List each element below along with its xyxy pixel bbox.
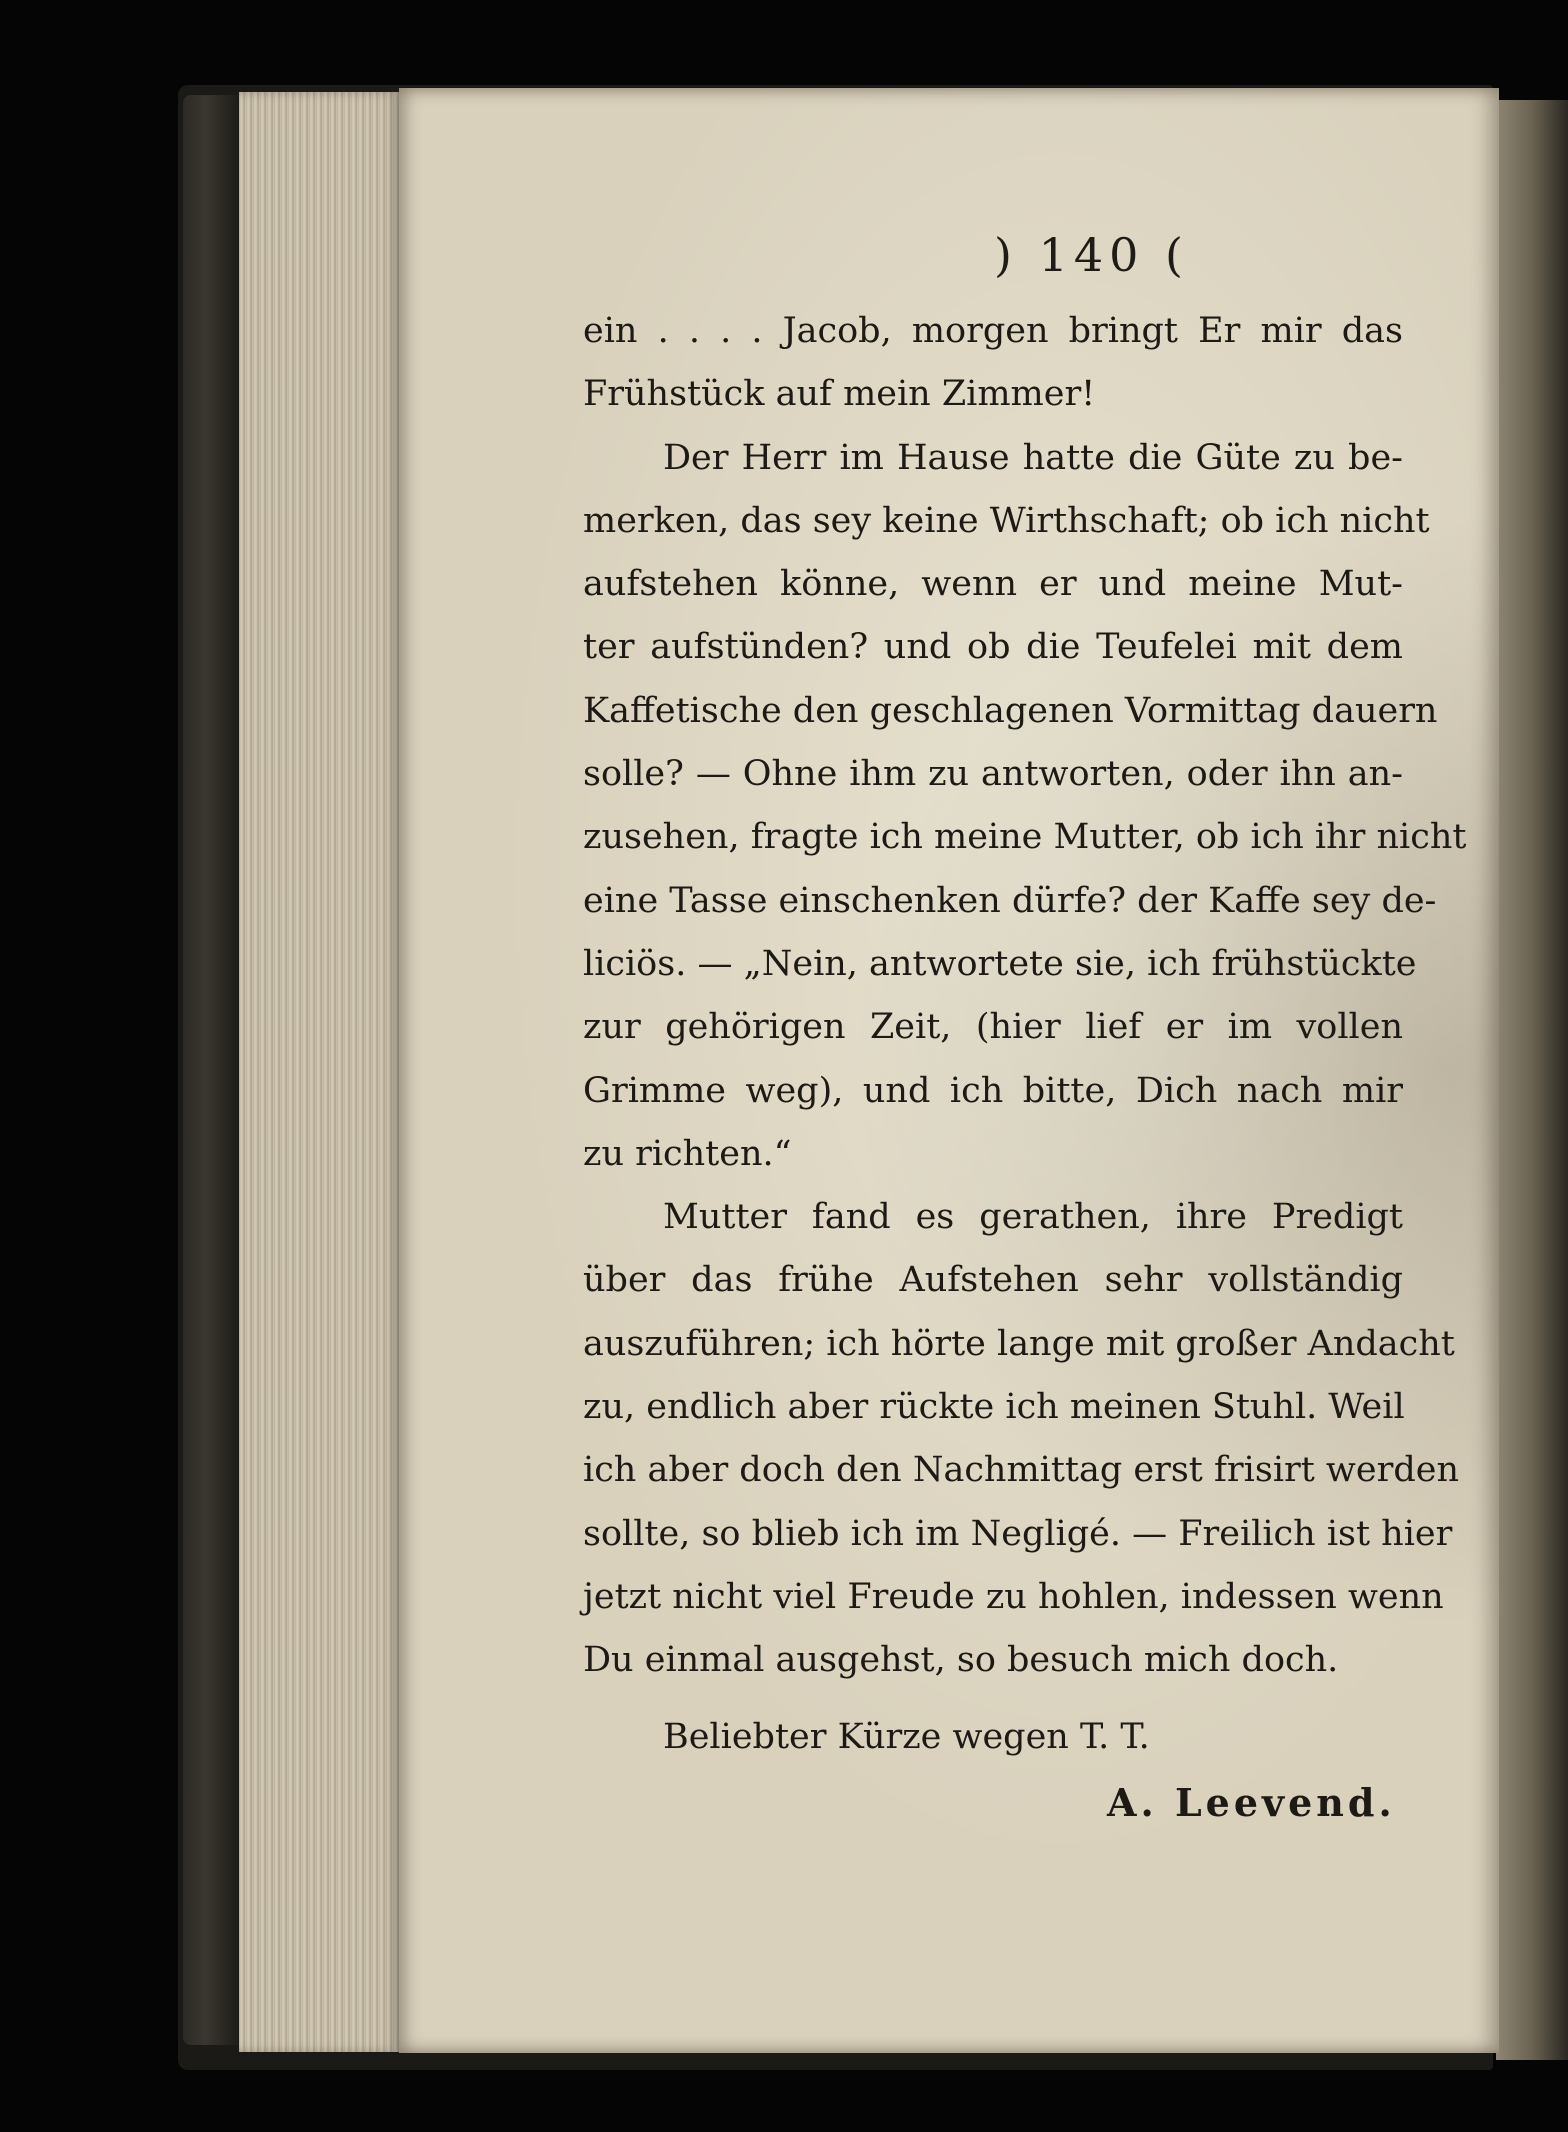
text-line: auszuführen; ich hörte lange mit großer Andacht (583, 1323, 1455, 1364)
text-line: zur gehörigen Zeit, (hier lief er im vollen (583, 1007, 1403, 1048)
text-line: Mutter fand es gerathen, ihre Predigt (663, 1197, 1403, 1238)
text-line: solle? — Ohne ihm zu antworten, oder ihn an- (583, 754, 1403, 795)
text-line: Kaffetische den geschlagenen Vormittag dauern (583, 690, 1438, 731)
text-line: Frühstück auf mein Zimmer! (583, 374, 1096, 415)
text-line: Grimme weg), und ich bitte, Dich nach mir (583, 1070, 1403, 1111)
text-line: ein . . . . Jacob, morgen bringt Er mir das (583, 311, 1403, 351)
text-line: zusehen, fragte ich meine Mutter, ob ich ihr nicht (583, 817, 1467, 858)
signature: A. Leevend. (1107, 1780, 1396, 1825)
text-line: aufstehen könne, wenn er und meine Mut- (583, 564, 1403, 605)
facing-page-edge (1496, 100, 1568, 2060)
book-cover-edge (183, 95, 239, 2045)
text-line: ich aber doch den Nachmittag erst frisirt werden (583, 1450, 1459, 1491)
text-line: liciös. — „Nein, antwortete sie, ich frühstückte (583, 943, 1417, 984)
text-line: über das frühe Aufstehen sehr vollständig (583, 1260, 1403, 1301)
text-line: ter aufstünden? und ob die Teufelei mit dem (583, 627, 1403, 668)
text-line: jetzt nicht viel Freude zu hohlen, indessen wenn (583, 1576, 1444, 1617)
page-edges (239, 92, 399, 2052)
text-line: sollte, so blieb ich im Negligé. — Freilich ist hier (583, 1513, 1453, 1554)
text-line: merken, das sey keine Wirthschaft; ob ich nicht (583, 500, 1430, 541)
text-line: zu richten.“ (583, 1133, 792, 1174)
text-line: Der Herr im Hause hatte die Güte zu be- (663, 437, 1403, 478)
text-line: eine Tasse einschenken dürfe? der Kaffe sey de- (583, 880, 1437, 921)
closing-line: Beliebter Kürze wegen T. T. (663, 1717, 1150, 1757)
page-number: ) 140 ( (994, 228, 1189, 282)
body-text (583, 300, 1467, 1693)
text-line: zu, endlich aber rückte ich meinen Stuhl. Weil (583, 1387, 1405, 1428)
text-line: Du einmal ausgehst, so besuch mich doch. (583, 1640, 1339, 1681)
